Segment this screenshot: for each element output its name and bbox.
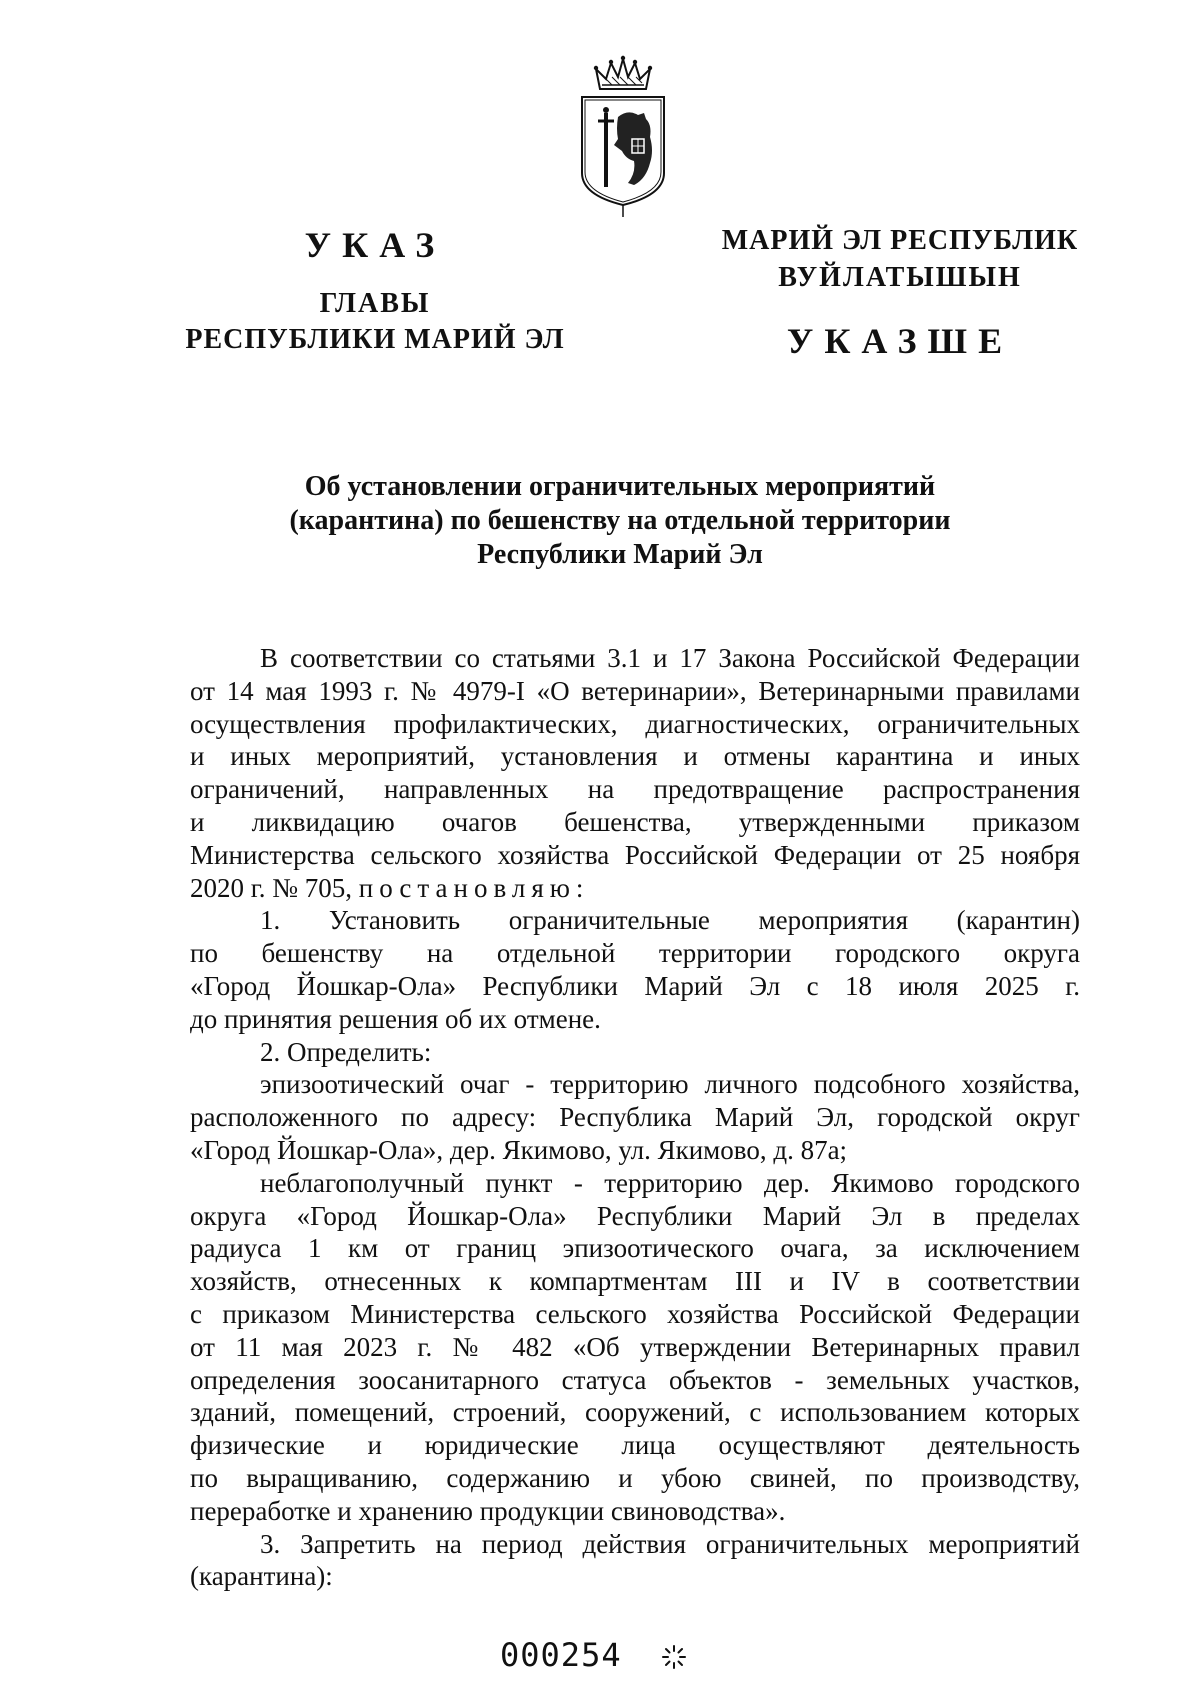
body-line: и иных мероприятий, установления и отмены карантина и иных [190,741,1080,772]
body-line: до принятия решения об их отмене. [190,1003,601,1034]
document-title [180,470,1060,572]
body-line: (карантина): [190,1561,333,1592]
body-line: от 14 мая 1993 г. № 4979-I «О ветеринарии», Ветеринарными правилами [190,675,1080,706]
decree-issuer-mari-line2: ВУЙЛАТЫШЫН [778,262,1022,293]
decree-issuer-line1: ГЛАВЫ [319,288,431,319]
body-line: Министерства сельского хозяйства Российской Федерации от 25 ноября [190,839,1080,870]
body-line: неблагополучный пункт - территорию дер. Якимово городского [260,1167,1080,1198]
body-line: эпизоотический очаг - территорию личного подсобного хозяйства, [260,1069,1080,1100]
decree-title-left: УКАЗ [304,225,446,265]
document-body [190,642,1080,1593]
coat-of-arms-icon [578,55,668,225]
body-line: радиуса 1 км от границ эпизоотического очага, за исключением [190,1233,1080,1264]
body-line-ref: 2020 г. № 705, [190,872,353,903]
decree-issuer-line2: РЕСПУБЛИКИ МАРИЙ ЭЛ [185,324,565,355]
decree-issuer-mari-line1: МАРИЙ ЭЛ РЕСПУБЛИК [721,225,1079,256]
body-line: от 11 мая 2023 г. № 482 «Об утверждении Ветеринарных правил [190,1331,1080,1362]
body-line: «Город Йошкар-Ола» Республики Марий Эл с 18 июля 2025 г. [190,970,1080,1001]
body-line: зданий, помещений, строений, сооружений, с использованием которых [190,1397,1080,1428]
body-line: по выращиванию, содержанию и убою свиней, по производству, [190,1462,1080,1493]
decree-title-right: УКАЗШЕ [786,321,1014,361]
body-line: переработке и хранению продукции свиноводства». [190,1495,786,1526]
body-line-resolution [190,872,1080,905]
title-line: (карантина) по бешенству на отдельной территории [289,505,951,536]
body-line: физические и юридические лица осуществляют деятельность [190,1430,1080,1461]
document-serial-number: 000254 [500,1636,622,1674]
body-line: хозяйств, отнесенных к компартментам III и IV в соответствии [190,1266,1080,1297]
body-line: и ликвидацию очагов бешенства, утвержденными приказом [190,806,1080,837]
body-line: с приказом Министерства сельского хозяйства Российской Федерации [190,1298,1080,1329]
body-line: 2. Определить: [260,1036,432,1067]
body-line: определения зоосанитарного статуса объектов - земельных участков, [190,1364,1080,1395]
body-line: В соответствии со статьями 3.1 и 17 Закона Российской Федерации [260,643,1080,673]
body-line: расположенного по адресу: Республика Марий Эл, городской округ [190,1102,1080,1133]
body-line: осуществления профилактических, диагностических, ограничительных [190,708,1080,739]
resolution-word: постановляю: [358,872,590,903]
body-line: округа «Город Йошкар-Ола» Республики Марий Эл в пределах [190,1200,1080,1231]
title-line: Об установлении ограничительных мероприятий [304,471,936,502]
body-line: «Город Йошкар-Ола», дер. Якимово, ул. Якимово, д. 87а; [190,1134,848,1165]
body-line: 1. Установить ограничительные мероприятия (карантин) [260,905,1080,936]
body-line: 3. Запретить на период действия ограничительных мероприятий [260,1528,1080,1559]
title-line: Республики Марий Эл [477,539,763,570]
sunburst-mark-icon [661,1644,687,1670]
body-line: по бешенству на отдельной территории городского округа [190,938,1080,969]
body-line: ограничений, направленных на предотвращение распространения [190,774,1080,805]
